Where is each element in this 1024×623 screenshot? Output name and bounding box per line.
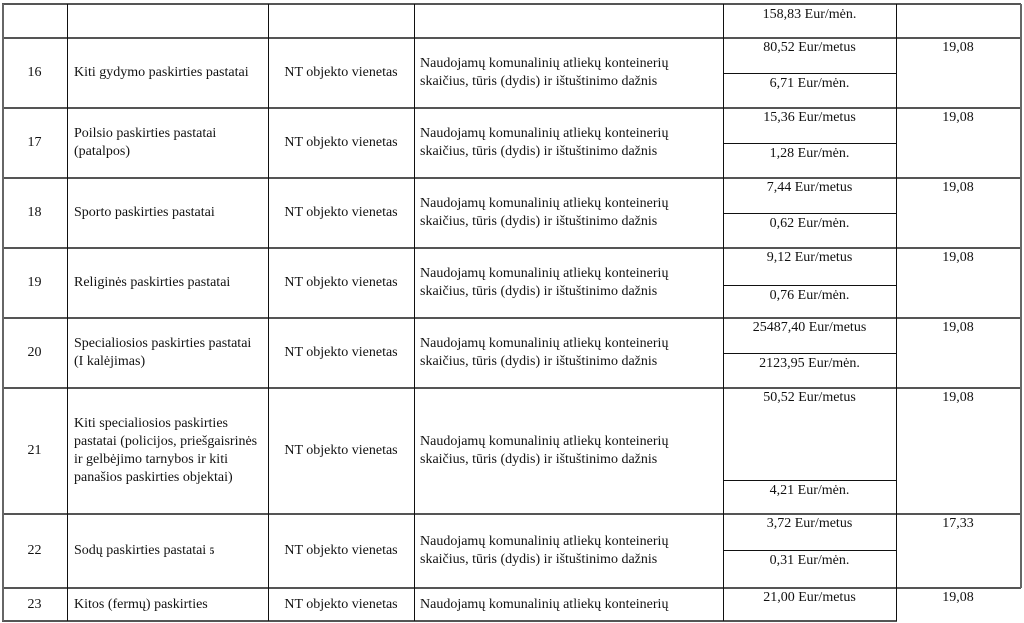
building-type-label: Kiti gydymo paskirties pastatai (74, 65, 249, 80)
rate-value: 19,08 (942, 250, 974, 265)
rate-value: 19,08 (942, 320, 974, 335)
calculation-basis: Naudojamų komunalinių atliekų konteinerių skaičius, tūris (dydis) ir ištuštinimo dažnis (420, 534, 669, 567)
unit: NT objekto vienetas (284, 543, 398, 558)
calculation-basis: Naudojamų komunalinių atliekų konteinerių skaičius, tūris (dydis) ir ištuštinimo dažnis (420, 336, 669, 369)
rate-value: 19,08 (942, 390, 974, 405)
row-number: 17 (27, 135, 42, 150)
unit: NT objekto vienetas (284, 65, 398, 80)
building-type (67, 318, 268, 388)
monthly-fee: 0,62 Eur/mėn. (769, 216, 850, 231)
building-type-label: Sporto paskirties pastatai (74, 205, 215, 220)
building-type: Sodų paskirties pastatai 5 (74, 543, 215, 558)
calculation-basis: Naudojamų komunalinių atliekų konteinerių skaičius, tūris (dydis) ir ištuštinimo dažnis (420, 56, 669, 89)
annual-fee: 9,12 Eur/metus (766, 250, 853, 265)
column-border (1020, 4, 1022, 588)
annual-fee: 21,00 Eur/metus (763, 590, 856, 605)
row-number: 19 (27, 275, 42, 290)
building-type (67, 108, 268, 178)
annual-fee: 7,44 Eur/metus (766, 180, 853, 195)
building-type (67, 248, 268, 318)
row-number: 23 (27, 596, 42, 612)
unit: NT objekto vienetas (284, 205, 398, 220)
row-number: 22 (27, 543, 42, 558)
monthly-fee: 0,76 Eur/mėn. (769, 288, 850, 303)
annual-fee: 50,52 Eur/metus (763, 390, 856, 405)
calculation-basis: Naudojamų komunalinių atliekų konteinerių skaičius, tūris (dydis) ir ištuštinimo dažnis (420, 196, 669, 229)
building-type (67, 388, 268, 514)
monthly-fee: 4,21 Eur/mėn. (769, 483, 850, 498)
calculation-basis: Naudojamų komunalinių atliekų konteinerių skaičius, tūris (dydis) ir ištuštinimo dažnis (420, 434, 669, 467)
unit: NT objekto vienetas (284, 275, 398, 290)
monthly-fee: 2123,95 Eur/mėn. (759, 356, 860, 371)
building-type (67, 588, 268, 621)
rate-value: 19,08 (942, 110, 974, 125)
annual-fee: 80,52 Eur/metus (763, 40, 856, 55)
row-number: 20 (27, 345, 42, 360)
annual-fee: 25487,40 Eur/metus (752, 320, 867, 335)
row-number: 18 (27, 205, 42, 220)
building-type (67, 178, 268, 248)
rate-value: 17,33 (942, 516, 974, 531)
unit: NT objekto vienetas (284, 596, 398, 612)
building-type-label: Kitos (fermų) paskirties (74, 596, 208, 612)
building-type (67, 38, 268, 108)
building-type-label: Poilsio paskirties pastatai (patalpos) (74, 126, 217, 159)
row-number: 16 (27, 65, 42, 80)
building-type-label: Religinės paskirties pastatai (74, 275, 231, 290)
rate-value: 19,08 (942, 180, 974, 195)
monthly-fee: 6,71 Eur/mėn. (769, 76, 850, 91)
unit: NT objekto vienetas (284, 443, 398, 458)
building-type-label: Sodų paskirties pastatai (74, 543, 207, 558)
unit: NT objekto vienetas (284, 135, 398, 150)
building-type-label: Specialiosios paskirties pastatai (I kalėjimas) (74, 336, 252, 369)
calculation-basis: Naudojamų komunalinių atliekų konteinerių (420, 596, 669, 612)
monthly-fee: 0,31 Eur/mėn. (769, 553, 850, 568)
monthly-fee: 1,28 Eur/mėn. (769, 146, 850, 161)
row-number: 21 (27, 443, 42, 458)
building-type-label: Kiti specialiosios paskirties pastatai (policijos, priešgaisrinės ir gelbėjimo tarnybos ir kiti panašios paskirties objektai) (74, 416, 258, 485)
rate-value: 19,08 (942, 590, 974, 605)
rate-value: 19,08 (942, 40, 974, 55)
calculation-basis: Naudojamų komunalinių atliekų konteinerių skaičius, tūris (dydis) ir ištuštinimo dažnis (420, 126, 669, 159)
annual-fee: 3,72 Eur/metus (766, 516, 853, 531)
calculation-basis: Naudojamų komunalinių atliekų konteinerių skaičius, tūris (dydis) ir ištuštinimo dažnis (420, 266, 669, 299)
monthly-fee: 158,83 Eur/mėn. (762, 7, 857, 22)
unit: NT objekto vienetas (284, 345, 398, 360)
annual-fee: 15,36 Eur/metus (763, 110, 856, 125)
